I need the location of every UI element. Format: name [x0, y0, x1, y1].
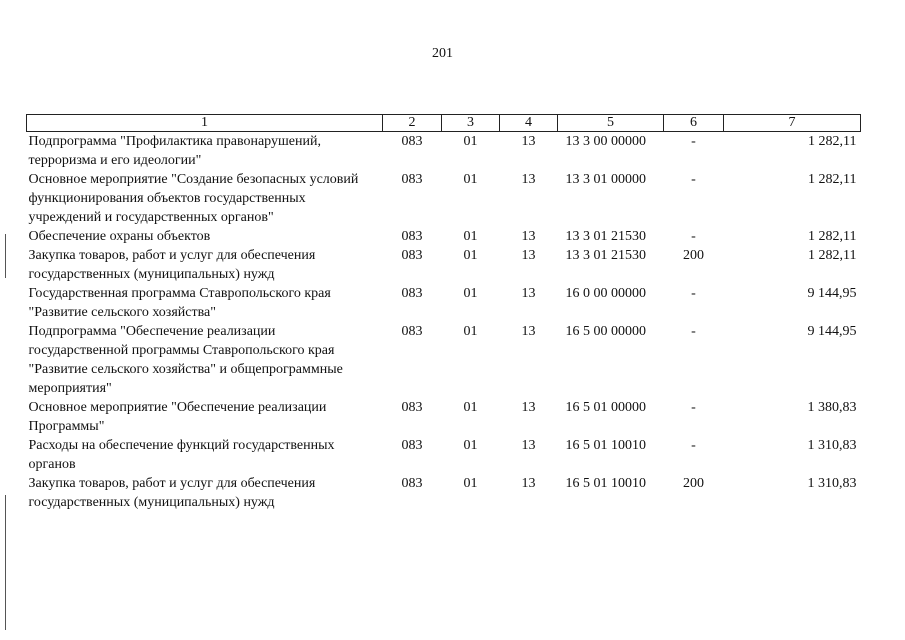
- cell-target-article: 16 5 01 10010: [565, 438, 646, 453]
- cell-expense-type: -: [691, 286, 696, 301]
- table-row: [27, 132, 861, 171]
- cell-subsection: 13: [521, 134, 536, 149]
- cell-target-article: 16 5 01 00000: [565, 400, 646, 415]
- table-row: [27, 398, 861, 436]
- cell-ministry-code: 083: [401, 476, 423, 491]
- table-row: [27, 474, 861, 512]
- cell-expense-type: 200: [683, 476, 704, 491]
- cell-target-article: 16 0 00 00000: [565, 286, 646, 301]
- cell-ministry-code: 083: [401, 229, 423, 244]
- cell-amount: 1 310,83: [807, 438, 857, 453]
- cell-amount: 9 144,95: [807, 324, 857, 339]
- page-number: 201: [432, 46, 453, 61]
- table-row: [27, 170, 861, 227]
- cell-amount: 1 380,83: [807, 400, 857, 415]
- cell-amount: 1 282,11: [808, 229, 857, 244]
- cell-section: 01: [463, 324, 478, 339]
- row-name: Расходы на обеспечение функций государственных органов: [28, 438, 335, 472]
- cell-ministry-code: 083: [401, 438, 423, 453]
- cell-target-article: 16 5 00 00000: [565, 324, 646, 339]
- cell-section: 01: [463, 134, 478, 149]
- table-row: [27, 436, 861, 474]
- cell-expense-type: -: [691, 400, 696, 415]
- column-header: 7: [724, 115, 861, 132]
- row-name: Обеспечение охраны объектов: [28, 229, 211, 244]
- budget-table: [26, 114, 861, 512]
- table-row: [27, 227, 861, 246]
- cell-amount: 1 282,11: [808, 248, 857, 263]
- cell-amount: 9 144,95: [807, 286, 857, 301]
- cell-amount: 1 310,83: [807, 476, 857, 491]
- column-header: 3: [442, 115, 500, 132]
- table-header: [27, 115, 861, 132]
- margin-line: [5, 495, 6, 630]
- cell-target-article: 13 3 01 21530: [565, 248, 646, 263]
- column-header: 4: [500, 115, 558, 132]
- column-header: 6: [664, 115, 724, 132]
- cell-section: 01: [463, 400, 478, 415]
- cell-section: 01: [463, 229, 478, 244]
- table-row: [27, 322, 861, 398]
- cell-subsection: 13: [521, 438, 536, 453]
- column-header: 5: [558, 115, 664, 132]
- table-row: [27, 284, 861, 322]
- cell-subsection: 13: [521, 476, 536, 491]
- table-body: [27, 132, 861, 513]
- row-name: Государственная программа Ставропольского края "Развитие сельского хозяйства": [28, 286, 331, 320]
- cell-subsection: 13: [521, 400, 536, 415]
- cell-expense-type: -: [691, 134, 696, 149]
- cell-ministry-code: 083: [401, 134, 423, 149]
- column-header: 1: [27, 115, 383, 132]
- margin-line: [5, 234, 6, 278]
- cell-expense-type: -: [691, 229, 696, 244]
- cell-ministry-code: 083: [401, 248, 423, 263]
- cell-section: 01: [463, 248, 478, 263]
- cell-section: 01: [463, 286, 478, 301]
- cell-ministry-code: 083: [401, 324, 423, 339]
- row-name: Закупка товаров, работ и услуг для обеспечения государственных (муниципальных) нужд: [28, 476, 316, 510]
- cell-expense-type: -: [691, 172, 696, 187]
- row-name: Закупка товаров, работ и услуг для обеспечения государственных (муниципальных) нужд: [28, 248, 316, 282]
- row-name: Основное мероприятие "Обеспечение реализации Программы": [28, 400, 327, 434]
- cell-subsection: 13: [521, 229, 536, 244]
- cell-expense-type: -: [691, 438, 696, 453]
- cell-subsection: 13: [521, 248, 536, 263]
- cell-section: 01: [463, 438, 478, 453]
- cell-target-article: 16 5 01 10010: [565, 476, 646, 491]
- cell-ministry-code: 083: [401, 286, 423, 301]
- cell-ministry-code: 083: [401, 172, 423, 187]
- cell-amount: 1 282,11: [808, 172, 857, 187]
- cell-expense-type: -: [691, 324, 696, 339]
- table-row: [27, 246, 861, 284]
- cell-target-article: 13 3 00 00000: [565, 134, 646, 149]
- row-name: Подпрограмма "Обеспечение реализации государственной программы Ставропольского края "Развитие сельского хозяйства" и общепрограммные мероприятия": [28, 324, 343, 396]
- row-name: Подпрограмма "Профилактика правонарушений, терроризма и его идеологии": [28, 134, 321, 168]
- cell-subsection: 13: [521, 172, 536, 187]
- cell-target-article: 13 3 01 21530: [565, 229, 646, 244]
- cell-section: 01: [463, 476, 478, 491]
- cell-subsection: 13: [521, 286, 536, 301]
- cell-ministry-code: 083: [401, 400, 423, 415]
- cell-subsection: 13: [521, 324, 536, 339]
- row-name: Основное мероприятие "Создание безопасных условий функционирования объектов государственных учреждений и государственных органов": [28, 172, 359, 225]
- cell-target-article: 13 3 01 00000: [565, 172, 646, 187]
- cell-expense-type: 200: [683, 248, 704, 263]
- column-header: 2: [383, 115, 442, 132]
- header-row: [27, 115, 861, 132]
- cell-amount: 1 282,11: [808, 134, 857, 149]
- cell-section: 01: [463, 172, 478, 187]
